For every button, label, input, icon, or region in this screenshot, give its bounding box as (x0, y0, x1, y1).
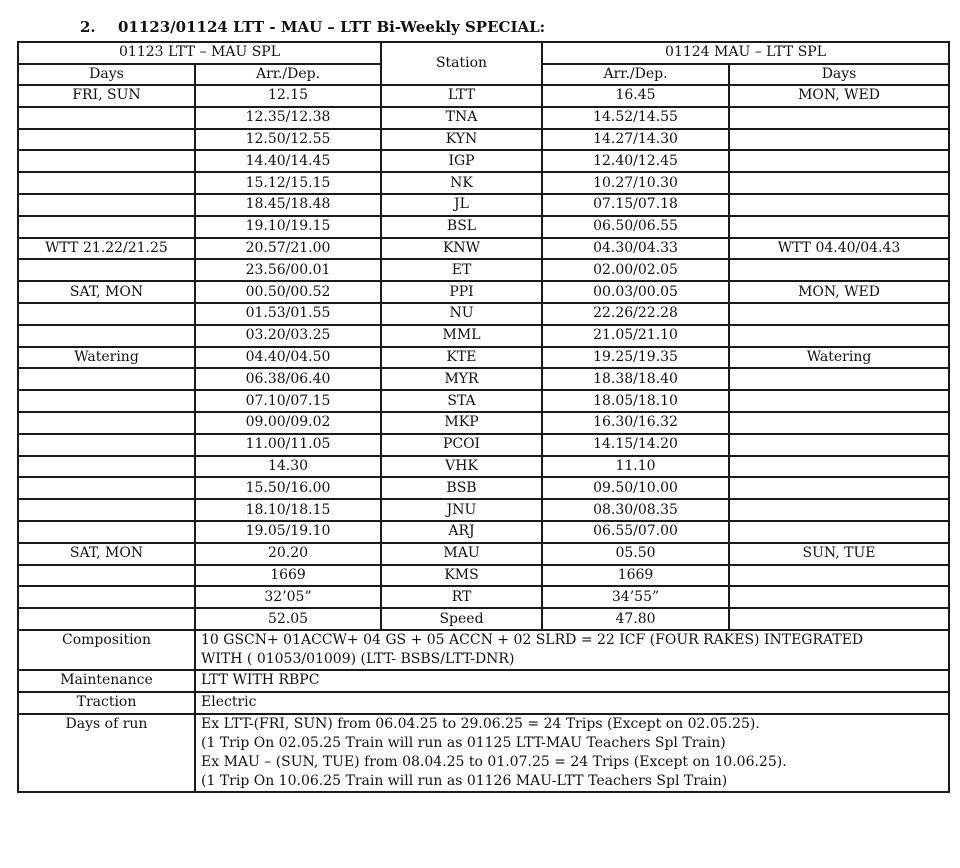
arrdep-left-cell: 01.53/01.55 (195, 303, 381, 325)
arrdep-left-cell: 18.10/18.15 (195, 499, 381, 521)
days-right-cell (729, 150, 949, 172)
days-left-cell: FRI, SUN (18, 85, 195, 107)
days-left-cell (18, 172, 195, 194)
timetable (17, 41, 950, 793)
days-right-cell (729, 259, 949, 281)
arrdep-left-cell: 03.20/03.25 (195, 325, 381, 347)
table-row (18, 172, 949, 194)
maintenance-label: Maintenance (18, 670, 195, 692)
arrdep-right-cell: 16.45 (542, 85, 729, 107)
traction-value: Electric (195, 692, 949, 714)
arrdep-header-right: Arr./Dep. (542, 64, 729, 86)
station-cell: JNU (381, 499, 542, 521)
days-right-cell: WTT 04.40/04.43 (729, 238, 949, 260)
table-row (18, 216, 949, 238)
days-left-cell (18, 216, 195, 238)
table-row (18, 586, 949, 608)
arrdep-left-cell: 23.56/00.01 (195, 259, 381, 281)
composition-row (18, 630, 949, 670)
table-row (18, 281, 949, 303)
arrdep-right-cell: 06.50/06.55 (542, 216, 729, 238)
days-left-cell (18, 412, 195, 434)
arrdep-right-cell: 09.50/10.00 (542, 477, 729, 499)
arrdep-left-cell: 14.30 (195, 456, 381, 478)
days-right-cell: SUN, TUE (729, 543, 949, 565)
right-train-header: 01124 MAU – LTT SPL (542, 42, 949, 64)
table-row (18, 303, 949, 325)
station-cell: STA (381, 390, 542, 412)
composition-value (195, 630, 949, 670)
table-row (18, 107, 949, 129)
table-row (18, 85, 949, 107)
days-of-run-line: (1 Trip On 10.06.25 Train will run as 01126 MAU-LTT Teachers Spl Train) (201, 772, 728, 789)
table-row (18, 368, 949, 390)
maintenance-value: LTT WITH RBPC (195, 670, 949, 692)
days-header-right: Days (729, 64, 949, 86)
days-of-run-line: (1 Trip On 02.05.25 Train will run as 01125 LTT-MAU Teachers Spl Train) (201, 734, 726, 751)
arrdep-right-cell: 00.03/00.05 (542, 281, 729, 303)
section-title-text: 01123/01124 LTT - MAU – LTT Bi-Weekly SPECIAL: (118, 18, 546, 36)
days-of-run-line: Ex LTT-(FRI, SUN) from 06.04.25 to 29.06.25 = 24 Trips (Except on 02.05.25). (201, 715, 760, 732)
arrdep-right-cell: 22.26/22.28 (542, 303, 729, 325)
table-row (18, 521, 949, 543)
arrdep-left-cell: 18.45/18.48 (195, 194, 381, 216)
station-cell: BSL (381, 216, 542, 238)
table-row (18, 238, 949, 260)
station-cell: KMS (381, 565, 542, 587)
days-right-cell (729, 608, 949, 630)
table-row (18, 456, 949, 478)
arrdep-left-cell: 52.05 (195, 608, 381, 630)
station-cell: Speed (381, 608, 542, 630)
station-cell: PCOI (381, 434, 542, 456)
arrdep-right-cell: 12.40/12.45 (542, 150, 729, 172)
days-left-cell (18, 107, 195, 129)
arrdep-left-cell: 19.10/19.15 (195, 216, 381, 238)
days-left-cell (18, 586, 195, 608)
station-cell: VHK (381, 456, 542, 478)
arrdep-right-cell: 07.15/07.18 (542, 194, 729, 216)
station-cell: BSB (381, 477, 542, 499)
arrdep-left-cell: 15.50/16.00 (195, 477, 381, 499)
arrdep-left-cell: 19.05/19.10 (195, 521, 381, 543)
days-of-run-value (195, 714, 949, 792)
traction-label: Traction (18, 692, 195, 714)
days-right-cell: MON, WED (729, 281, 949, 303)
station-cell: MKP (381, 412, 542, 434)
arrdep-left-cell: 20.20 (195, 543, 381, 565)
arrdep-right-cell: 14.27/14.30 (542, 129, 729, 151)
arrdep-left-cell: 12.50/12.55 (195, 129, 381, 151)
station-cell: KYN (381, 129, 542, 151)
days-left-cell (18, 194, 195, 216)
station-cell: NK (381, 172, 542, 194)
station-cell: MML (381, 325, 542, 347)
station-header: Station (381, 42, 542, 85)
section-title (80, 18, 545, 36)
table-row (18, 390, 949, 412)
arrdep-right-cell: 1669 (542, 565, 729, 587)
days-right-cell (729, 390, 949, 412)
arrdep-right-cell: 14.52/14.55 (542, 107, 729, 129)
station-cell: ET (381, 259, 542, 281)
days-left-cell: SAT, MON (18, 543, 195, 565)
arrdep-right-cell: 18.05/18.10 (542, 390, 729, 412)
table-row (18, 608, 949, 630)
days-right-cell: Watering (729, 347, 949, 369)
days-left-cell (18, 434, 195, 456)
days-of-run-line: Ex MAU – (SUN, TUE) from 08.04.25 to 01.07.25 = 24 Trips (Except on 10.06.25). (201, 753, 787, 770)
arrdep-left-cell: 1669 (195, 565, 381, 587)
table-row (18, 347, 949, 369)
arrdep-right-cell: 02.00/02.05 (542, 259, 729, 281)
arrdep-left-cell: 32’05” (195, 586, 381, 608)
days-right-cell (729, 303, 949, 325)
days-right-cell (729, 194, 949, 216)
days-left-cell (18, 303, 195, 325)
table-row (18, 434, 949, 456)
arrdep-left-cell: 06.38/06.40 (195, 368, 381, 390)
days-right-cell (729, 456, 949, 478)
table-row (18, 499, 949, 521)
days-left-cell: Watering (18, 347, 195, 369)
arrdep-left-cell: 15.12/15.15 (195, 172, 381, 194)
table-row (18, 543, 949, 565)
arrdep-left-cell: 12.35/12.38 (195, 107, 381, 129)
days-left-cell (18, 390, 195, 412)
days-header-left: Days (18, 64, 195, 86)
station-cell: MAU (381, 543, 542, 565)
station-cell: LTT (381, 85, 542, 107)
arrdep-right-cell: 34’55” (542, 586, 729, 608)
days-right-cell (729, 107, 949, 129)
table-row (18, 477, 949, 499)
arrdep-left-cell: 14.40/14.45 (195, 150, 381, 172)
header-row-trains (18, 42, 949, 64)
table-row (18, 194, 949, 216)
days-left-cell (18, 499, 195, 521)
arrdep-right-cell: 04.30/04.33 (542, 238, 729, 260)
arrdep-left-cell: 09.00/09.02 (195, 412, 381, 434)
arrdep-left-cell: 11.00/11.05 (195, 434, 381, 456)
table-row (18, 325, 949, 347)
arrdep-left-cell: 00.50/00.52 (195, 281, 381, 303)
arrdep-right-cell: 21.05/21.10 (542, 325, 729, 347)
days-of-run-label: Days of run (18, 714, 195, 792)
days-left-cell (18, 456, 195, 478)
station-cell: KTE (381, 347, 542, 369)
composition-line: 10 GSCN+ 01ACCW+ 04 GS + 05 ACCN + 02 SLRD = 22 ICF (FOUR RAKES) INTEGRATED (201, 631, 864, 648)
days-left-cell (18, 608, 195, 630)
days-left-cell (18, 129, 195, 151)
station-cell: KNW (381, 238, 542, 260)
days-right-cell (729, 586, 949, 608)
table-row (18, 412, 949, 434)
days-right-cell (729, 412, 949, 434)
table-row (18, 129, 949, 151)
arrdep-right-cell: 18.38/18.40 (542, 368, 729, 390)
days-left-cell: SAT, MON (18, 281, 195, 303)
arrdep-left-cell: 20.57/21.00 (195, 238, 381, 260)
table-row (18, 150, 949, 172)
days-left-cell (18, 565, 195, 587)
arrdep-left-cell: 12.15 (195, 85, 381, 107)
arrdep-header-left: Arr./Dep. (195, 64, 381, 86)
days-left-cell (18, 477, 195, 499)
days-left-cell (18, 325, 195, 347)
arrdep-right-cell: 10.27/10.30 (542, 172, 729, 194)
days-left-cell (18, 521, 195, 543)
station-cell: IGP (381, 150, 542, 172)
days-left-cell (18, 368, 195, 390)
arrdep-right-cell: 47.80 (542, 608, 729, 630)
days-left-cell (18, 150, 195, 172)
station-cell: ARJ (381, 521, 542, 543)
table-row (18, 259, 949, 281)
arrdep-right-cell: 11.10 (542, 456, 729, 478)
composition-label: Composition (18, 630, 195, 670)
station-cell: PPI (381, 281, 542, 303)
days-right-cell (729, 565, 949, 587)
arrdep-right-cell: 16.30/16.32 (542, 412, 729, 434)
days-right-cell (729, 172, 949, 194)
arrdep-right-cell: 05.50 (542, 543, 729, 565)
section-number: 2. (80, 18, 96, 36)
traction-row (18, 692, 949, 714)
days-of-run-row (18, 714, 949, 792)
days-left-cell: WTT 21.22/21.25 (18, 238, 195, 260)
composition-line: WITH ( 01053/01009) (LTT- BSBS/LTT-DNR) (201, 650, 515, 667)
arrdep-left-cell: 07.10/07.15 (195, 390, 381, 412)
arrdep-right-cell: 08.30/08.35 (542, 499, 729, 521)
days-right-cell (729, 368, 949, 390)
arrdep-left-cell: 04.40/04.50 (195, 347, 381, 369)
station-cell: NU (381, 303, 542, 325)
station-cell: TNA (381, 107, 542, 129)
days-right-cell (729, 434, 949, 456)
arrdep-right-cell: 14.15/14.20 (542, 434, 729, 456)
station-cell: JL (381, 194, 542, 216)
days-right-cell (729, 499, 949, 521)
arrdep-right-cell: 19.25/19.35 (542, 347, 729, 369)
days-right-cell (729, 129, 949, 151)
arrdep-right-cell: 06.55/07.00 (542, 521, 729, 543)
table-row (18, 565, 949, 587)
maintenance-row (18, 670, 949, 692)
station-cell: RT (381, 586, 542, 608)
days-right-cell: MON, WED (729, 85, 949, 107)
days-right-cell (729, 325, 949, 347)
days-right-cell (729, 477, 949, 499)
days-right-cell (729, 521, 949, 543)
days-right-cell (729, 216, 949, 238)
station-cell: MYR (381, 368, 542, 390)
days-left-cell (18, 259, 195, 281)
left-train-header: 01123 LTT – MAU SPL (18, 42, 381, 64)
